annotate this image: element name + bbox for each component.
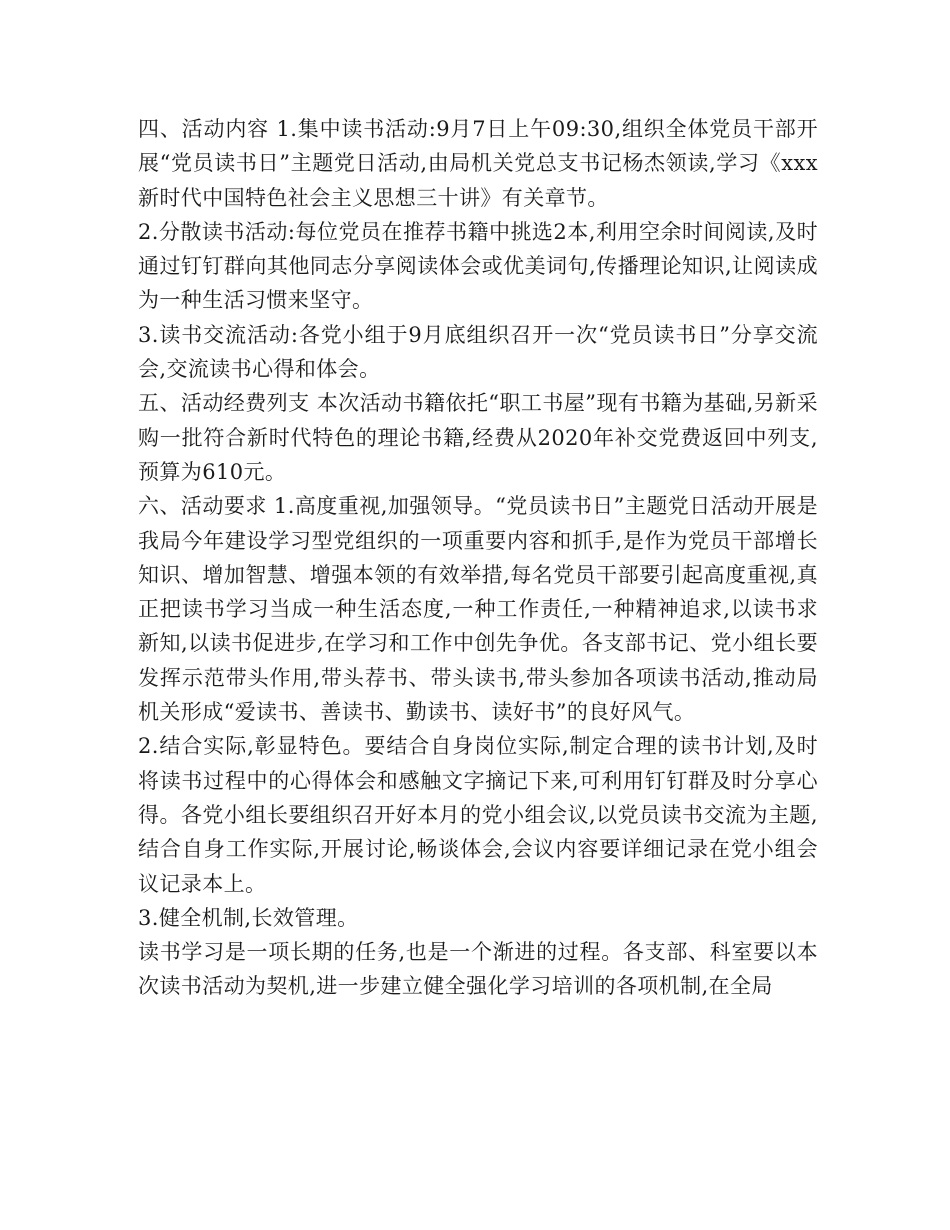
paragraph-combine-practice: 2.结合实际,彰显特色。要结合自身岗位实际,制定合理的读书计划,及时将读书过程中的心得体会和感触文字摘记下来,可利用钉钉群及时分享心得。各党小组长要组织召开好本月的党小组会议,以党员读书交流为主题,结合自身工作实际,开展讨论,畅谈体会,会议内容要详细记录在党小组会议记录本上。 xyxy=(138,734,818,896)
paragraph-scattered-reading: 2.分散读书活动:每位党员在推荐书籍中挑选2本,利用空余时间阅读,及时通过钉钉群向其他同志分享阅读体会或优美词句,传播理论知识,让阅读成为一种生活习惯来坚守。 xyxy=(138,219,818,313)
paragraph-mechanism-heading: 3.健全机制,长效管理。 xyxy=(138,905,359,930)
paragraph-activity-funding: 五、活动经费列支 本次活动书籍依托“职工书屋”现有书籍为基础,另新采购一批符合新时代特色的理论书籍,经费从2020年补交党费返回中列支,预算为610元。 xyxy=(138,391,818,484)
paragraph-activity-content: 四、活动内容 1.集中读书活动:9月7日上午09:30,组织全体党员干部开展“党员读书日”主题党日活动,由局机关党总支书记杨杰领读,学习《xxx新时代中国特色社会主义思想三十讲》有关章节。 xyxy=(138,117,818,210)
paragraph-long-term-learning: 读书学习是一项长期的任务,也是一个渐进的过程。各支部、科室要以本次读书活动为契机,进一步建立健全强化学习培训的各项机制,在全局 xyxy=(138,940,818,999)
document-body xyxy=(138,112,818,1004)
paragraph-activity-requirements: 六、活动要求 1.高度重视,加强领导。“党员读书日”主题党日活动开展是我局今年建设学习型党组织的一项重要内容和抓手,是作为党员干部增长知识、增加智慧、增强本领的有效举措,每名党员干部要引起高度重视,真正把读书学习当成一种生活态度,一种工作责任,一种精神追求,以读书求新知,以读书促进步,在学习和工作中创先争优。各支部书记、党小组长要发挥示范带头作用,带头荐书、带头读书,带头参加各项读书活动,推动局机关形成“爱读书、善读书、勤读书、读好书”的良好风气。 xyxy=(138,494,818,725)
paragraph-reading-exchange: 3.读书交流活动:各党小组于9月底组织召开一次“党员读书日”分享交流会,交流读书心得和体会。 xyxy=(138,322,818,382)
